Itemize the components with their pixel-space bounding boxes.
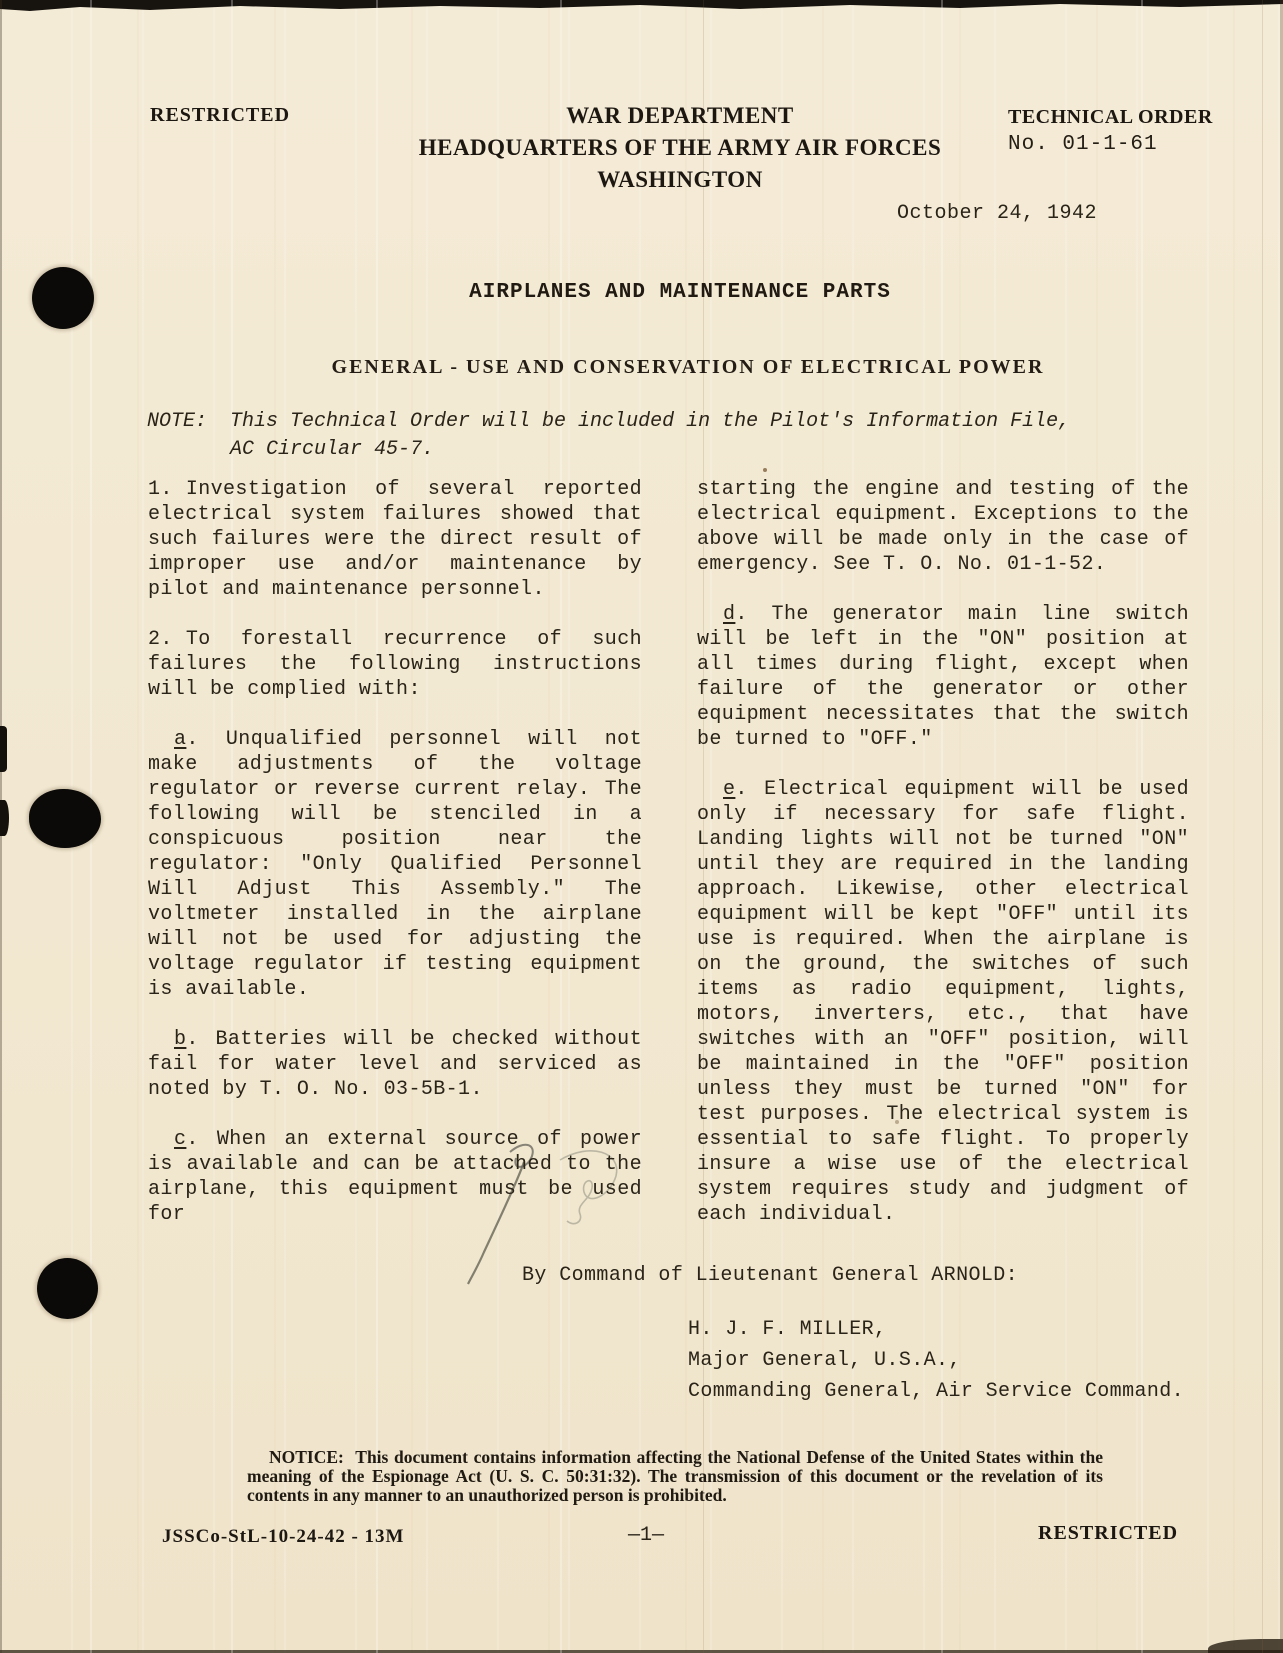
hole-punch bbox=[37, 1258, 98, 1319]
scan-left-shadow bbox=[0, 800, 9, 836]
security-marking-bottom: RESTRICTED bbox=[1038, 1522, 1179, 1544]
paragraph-text: . When an external source of power is available and can be attached to the airplane, this equipment must be used for bbox=[148, 1128, 642, 1226]
espionage-notice bbox=[247, 1448, 1103, 1505]
letterhead bbox=[380, 100, 980, 196]
subparagraph-b bbox=[148, 1027, 642, 1102]
body-column-right bbox=[697, 477, 1189, 1252]
print-code: JSSCo-StL-10-24-42 - 13M bbox=[162, 1526, 405, 1547]
subparagraph-letter: a bbox=[174, 728, 187, 751]
subparagraph-e bbox=[697, 777, 1189, 1227]
subparagraph-letter: e bbox=[723, 778, 736, 801]
technical-order-number: No. 01-1-61 bbox=[1008, 133, 1158, 156]
signature-rank: Major General, U.S.A., bbox=[688, 1349, 961, 1372]
note-text: This Technical Order will be included in the Pilot's Information File, AC Circular 45-7. bbox=[230, 410, 1071, 461]
security-marking-top: RESTRICTED bbox=[150, 104, 291, 126]
by-command-line: By Command of Lieutenant General ARNOLD: bbox=[522, 1264, 1019, 1287]
notice-text: This document contains information affecting the National Defense of the United States within the meaning of the Espionage Act (U. S. C. 50:31:32). The transmission of this document or the revelation of its contents in any manner to an unauthorized person is prohibited. bbox=[247, 1447, 1103, 1505]
paragraph-text: . Batteries will be checked without fail for water level and serviced as noted by T. O. No. 03-5B-1. bbox=[148, 1028, 642, 1101]
note-label: NOTE: bbox=[147, 410, 208, 433]
subparagraph-letter: d bbox=[723, 603, 736, 626]
paper-fleck bbox=[763, 468, 767, 472]
subparagraph-a bbox=[148, 727, 642, 1002]
subparagraph-letter: c bbox=[174, 1128, 187, 1151]
paragraph-text: . Electrical equipment will be used only if necessary for safe flight. Landing lights will not be turned "ON" until they are required in the landing approach. Likewise, other electrical equipment will be kept "OFF" until its use is required. When the airplane is on the ground, the switches of such items as radio equipment, lights, motors, inverters, etc., that have switches with an "OFF" position, will be maintained in the "OFF" position unless they must be turned "ON" for test purposes. The electrical system is essential to safe flight. To properly insure a wise use of the electrical system requires study and judgment of each individual. bbox=[697, 778, 1189, 1226]
note-paragraph bbox=[147, 408, 1107, 464]
subparagraph-d bbox=[697, 602, 1189, 752]
letterhead-line-war-department: WAR DEPARTMENT bbox=[566, 103, 794, 128]
page-number: —1— bbox=[628, 1524, 665, 1547]
paper-crease bbox=[1262, 0, 1263, 1653]
technical-order-block bbox=[1008, 103, 1213, 159]
body-column-left bbox=[148, 477, 642, 1252]
issue-date: October 24, 1942 bbox=[897, 202, 1098, 225]
document-subtitle: GENERAL - USE AND CONSERVATION OF ELECTRICAL POWER bbox=[331, 356, 1045, 378]
paragraph-text: starting the engine and testing of the electrical equipment. Exceptions to the above will be made only in the case of emergency. See T. O. No. 01-1-52. bbox=[697, 478, 1189, 576]
paragraph-number: 2. bbox=[148, 628, 173, 651]
hole-punch bbox=[29, 789, 101, 848]
paragraph-number: 1. bbox=[148, 478, 173, 501]
paragraph-text: . The generator main line switch will be left in the "ON" position at all times during flight, except when failure of the generator or other equipment necessitates that the switch be turned to "OFF." bbox=[697, 603, 1189, 751]
scan-edge-top bbox=[0, 0, 1283, 12]
scan-corner-smudge bbox=[1208, 1639, 1283, 1653]
subparagraph-letter: b bbox=[174, 1028, 187, 1051]
hole-punch bbox=[32, 267, 94, 329]
subparagraph-c-continued bbox=[697, 477, 1189, 577]
document-title: AIRPLANES AND MAINTENANCE PARTS bbox=[469, 281, 891, 304]
paragraph-text: Investigation of several reported electrical system failures showed that such failures were the direct result of improper use and/or maintenance by pilot and maintenance personnel. bbox=[148, 478, 642, 601]
letterhead-line-headquarters: HEADQUARTERS OF THE ARMY AIR FORCES bbox=[418, 135, 942, 160]
technical-order-label: TECHNICAL ORDER bbox=[1008, 106, 1213, 128]
paragraph-2 bbox=[148, 627, 642, 702]
signature-block bbox=[688, 1314, 1184, 1407]
paragraph-text: . Unqualified personnel will not make adjustments of the voltage regulator or reverse current relay. The following will be stenciled in a conspicuous position near the regulator: "Only Qualified Personnel Will Adjust This Assembly." The voltmeter installed in the airplane will not be used for adjusting the voltage regulator if testing equipment is available. bbox=[148, 728, 642, 1001]
letterhead-line-washington: WASHINGTON bbox=[597, 167, 763, 192]
paragraph-1 bbox=[148, 477, 642, 602]
signature-title: Commanding General, Air Service Command. bbox=[688, 1380, 1185, 1403]
scan-left-shadow bbox=[0, 726, 7, 772]
subparagraph-c bbox=[148, 1127, 642, 1227]
notice-label: NOTICE: bbox=[269, 1447, 344, 1467]
signature-name: H. J. F. MILLER, bbox=[688, 1318, 887, 1341]
paragraph-text: To forestall recurrence of such failures the following instructions will be complied with: bbox=[148, 628, 642, 701]
